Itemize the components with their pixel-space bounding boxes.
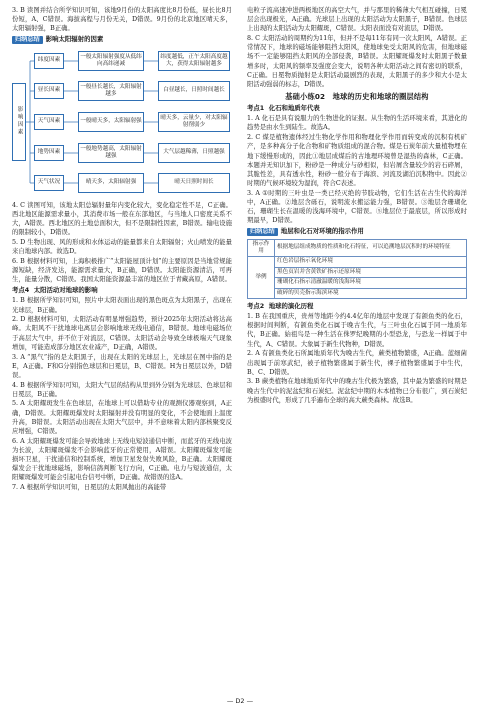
table-cell: 黑色页岩并含黄铁矿指示还原环境	[275, 267, 467, 277]
answer-paragraph: 2. A 有颌鱼类化石所属地质年代为晚古生代，蕨类植物繁盛，A正确。蓝细菌出现属于前寒武纪，被子植物繁盛属于新生代，裸子植物繁盛属于中生代，B、C、D错误。	[247, 350, 467, 376]
table-cell: 根据地层组成物质的性质和化石特征，可以追溯地层沉积时的环境特征	[275, 239, 467, 257]
topic-label: 考点4	[12, 286, 30, 295]
table-row	[248, 288, 467, 298]
answer-paragraph: 7. A 根据所学知识可知，日冕层的太阳风抛出的高能带	[12, 484, 167, 492]
right-column	[247, 6, 467, 405]
table-row	[248, 267, 467, 277]
diagram-reason: 大气层越稀薄，日照越强	[158, 143, 230, 163]
section-title: 基础小练02 地球的历史和地球的圈层结构	[285, 92, 429, 101]
diagram-root: 影响因素	[12, 83, 26, 161]
diagram-reason: 纬度越低，正午太阳高度越大，获得太阳辐射越多	[158, 51, 230, 71]
table-row	[248, 278, 467, 288]
table-cell: 红色岩层指示氧化环境	[275, 257, 467, 267]
table-cell: 破碎的贝壳指示海滨环境	[275, 288, 467, 298]
answer-paragraph: 3. B 蕨类植物在地球地质年代中的晚古生代极为繁盛，其中最为繁盛的时期是晚古生代中的泥盆纪和石炭纪。泥盆纪中期的木本植物已分布很广，到石炭纪为极盛时代，形成了几乎遍布全球的高大蕨类森林。故选B。	[247, 378, 467, 404]
topic-label: 考点2	[247, 301, 265, 310]
answer-paragraph: 6. A 太阳耀斑爆发可能会导致地球上无线电短波通信中断，而蓝牙的无线电波为长波，太阳耀斑爆发不会影响蓝牙的正常使用，A错误。太阳耀斑爆发可能损坏卫星，干扰通信和控制系统，增加卫星发射失败风险，B正确。太阳耀斑爆发会干扰地球磁场，影响信鸽判断飞行方向，C正确。电力与短波通信，太阳耀斑爆发可能会引起电台信号中断，D正确。故错误的选A。	[12, 437, 232, 482]
summary-box-title	[247, 227, 467, 236]
topic-title: 地球的演化历程	[268, 301, 314, 310]
answer-paragraph: 5. D 生物出现、风的形成和水体运动的能量都来自太阳辐射；火山喷发的能量来自地球内部。故选D。	[12, 238, 232, 255]
table-cell: 珊瑚化石指示清澈温暖的浅海环境	[275, 278, 467, 288]
summary-title-text: 影响太阳辐射的因素	[45, 35, 104, 44]
diagram-effect: 一般地势越高，太阳辐射越强	[78, 143, 144, 163]
summary-title-text: 地层和化石对环境的指示作用	[280, 227, 364, 236]
summary-tag: 归纳总结	[12, 36, 43, 44]
answer-paragraph: 6. B 根据材料可知，上海积极推广“太阳能屋顶计划”的主要原因是当地常规能源短缺，经济发达，能源需求量大，B正确，D错误。太阳能资源清洁，可再生，能量分散，C错误。我国太阳能资源最丰富的地区位于青藏高原，A错误。	[12, 257, 232, 284]
answer-paragraph: 4. C 读图可知，该地太阳总辐射量年内变化较大，变化稳定性不足，C正确。西北地区能源需求量小，其消费市场一般在东部地区，与当地人口密度关系不大，A错误。西北地区的土地总面积大，但不是限制性因素，B错误。输电设施的限制较小，D错误。	[12, 201, 232, 237]
topic-title: 化石和地质年代表	[268, 104, 320, 113]
table-header-cell: 举例	[248, 257, 275, 299]
table-header-cell: 指示作用	[248, 239, 275, 257]
topic-heading	[247, 104, 467, 113]
answer-paragraph: 5. A 太阳耀斑发生在色球层，在地球上可以借助专业的观测仪器观察到，A正确，D错误。太阳耀斑爆发时太阳辐射并没有明显的变化，不会使地面上温度升高，B错误。太阳活动出现在太阳大气层中，并不意味着太阳内部核聚变反应增强，C错误。	[12, 400, 232, 435]
factor-diagram	[12, 47, 232, 199]
diagram-factor: 地势因素	[34, 145, 64, 161]
indicator-table	[247, 239, 467, 299]
summary-tag: 归纳总结	[247, 228, 278, 236]
diagram-reason: 白昼越长，日照时间越长	[158, 81, 230, 101]
answer-paragraph: 2. C 煤是植物遗体经过生物化学作用和物理化学作用而转变成的沉积有机矿产，是多种高分子化合物和矿物质组成的混合物。煤是石炭年前大量植物埋在地下缓慢形成的，因此①地层成煤后的古地理环境曾是湿热的森林，C正确。本题并无知识加下，粉砂是一种成分与砂相似，但岩屑含量较少的岩石碎屑，其脆性差，具有透水性，粉砂一般分布于海滨、河流及湖泊沉积物中。因此②时期的气候环境较为湿润，符合C表述。	[247, 134, 467, 187]
summary-box-title	[12, 35, 232, 44]
topic-title: 太阳活动对地球的影响	[33, 286, 98, 295]
diagram-factor: 昼长因素	[34, 83, 64, 99]
topic-heading	[247, 302, 467, 311]
diagram-reason: 晴天日照时间长	[158, 173, 230, 193]
table-row	[248, 257, 467, 267]
diagram-effect: 一般太阳辐射强度从低纬向高纬递减	[78, 51, 144, 71]
page-number: — D2 —	[226, 697, 254, 705]
answer-paragraph: 1. B 在我国重庆，贵州等地距今约4.4亿年的地层中发现了有颌鱼类的化石，根据时间判断，有颌鱼类化石属于晚古生代，与三叶虫化石属于同一地质年代，B正确。始祖鸟是一种生活在侏罗纪晚期的小型恐龙，与恐龙一样属于中生代，A、C错误。大象属于新生代物种，D错误。	[247, 313, 467, 348]
answer-paragraph: 3. A ①时期的三叶虫是一类已经灭绝的节肢动物，它们生活在古生代的海洋中，A正确。②地层含砾石，说明流水搬运能力强，B错误。③地层含珊瑚化石，珊瑚生长在温暖的浅海环境中，C错误。⑤地层位于最底层，所以形成时期最早，D错误。	[247, 189, 467, 225]
diagram-effect: 一般晴天多，太阳辐射强	[78, 112, 144, 132]
topic-heading	[12, 286, 232, 295]
answer-paragraph: 3. B 读图并结合所学知识可知，该地9月份的太阳高度比8月份低，昼长比8月份短，A、C错误。海拔高程与月份无关，D错误。9月份的北京地区晴天多，太阳辐射强，B正确。	[12, 7, 232, 33]
answer-paragraph: 8. C 太阳活动的周期约为11年，但并不是每11年有同一次太阳风，A错误。正常情况下，地球的磁场能够阻挡太阳风，使地球免受太阳风的危害，但地球磁场不一定能够阻挡太阳风的全部侵袭，B错误。太阳耀斑爆发时太阳黑子数量增多时，太阳风的频率及强度会变大，说明各种太阳活动之间有密切的联系，C正确。日冕物质抛射是太阳活动最剧烈的表现，太阳黑子的多少和大小是太阳活动强弱的标志，D错误。	[247, 35, 467, 88]
answer-paragraph: 电粒子流高速冲进两极地区的高空大气，并与那里的稀薄大气相互碰撞，日冕层会出现极光，A正确。光球层上出现的太阳活动为太阳黑子，B错误。色球层上出现的太阳活动为太阳耀斑，C错误。太阳表面没有对流层，D错误。	[247, 7, 467, 33]
diagram-factor: 天气因素	[34, 114, 64, 130]
answer-paragraph: 4. B 根据所学知识可知，太阳大气层的结构从里到外分别为光球层、色球层和日冕层，B正确。	[12, 381, 232, 398]
answer-paragraph: 1. B 根据所学知识可知，照片中太阳表面出现的黑色斑点为太阳黑子，出现在光球层，B正确。	[12, 297, 232, 314]
diagram-factor: 纬度因素	[34, 53, 64, 69]
diagram-effect: 晴天多，太阳辐射强	[78, 173, 144, 193]
diagram-reason: 晴天多，云量少，对太阳辐射削弱少	[158, 112, 230, 132]
answer-paragraph: 3. A “黑气”指的是太阳黑子，出现在太阳的光球层上，光球层在图中指的是E，A正确。F和G分别指色球层和日冕层，B、C错误。H为日冕层以外，D错误。	[12, 353, 232, 379]
table-row	[248, 239, 467, 257]
diagram-factor: 天气状况	[34, 175, 64, 191]
diagram-effect: 一般昼长越长，太阳辐射越多	[78, 81, 144, 101]
topic-label: 考点1	[247, 104, 265, 113]
answer-paragraph: 2. D 根据材料可知，太阳活动有明显增强趋势，预计2025年太阳活动将达高峰。太阳风不干扰地球电离层会影响地球无线电通信，B错误。地球电磁场位于高层大气中，并不位于对流层，C错误。太阳活动会导致全球极端天气现象增加，可能造成部分地区农业减产，D正确，A错误。	[12, 316, 232, 351]
answer-paragraph: 1. A 化石是具有说服力的生物进化的证据。从生物的生活环境来看，其进化的趋势是由水生到陆生。故选A。	[247, 115, 467, 132]
left-column	[12, 6, 232, 493]
